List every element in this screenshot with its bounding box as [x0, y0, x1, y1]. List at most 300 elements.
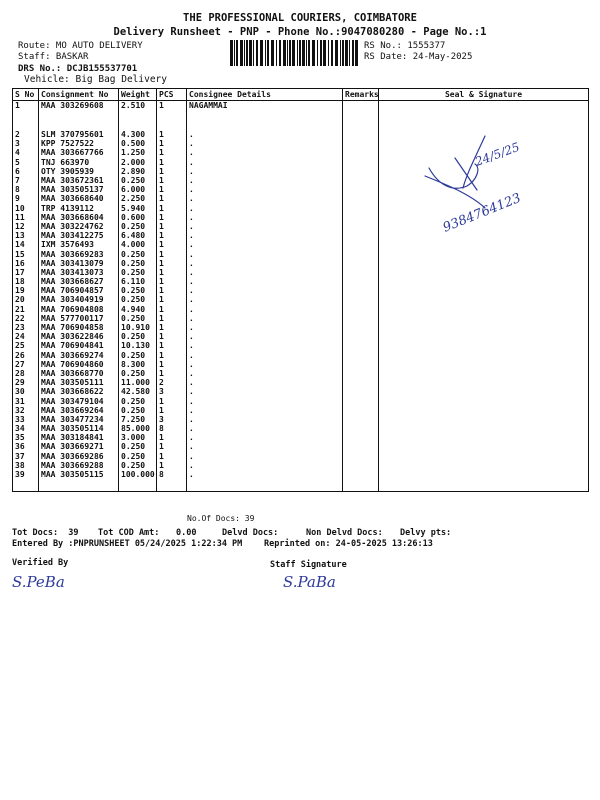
cell-sno: 37	[13, 452, 39, 461]
table-row	[13, 351, 589, 360]
cell-remarks	[343, 369, 379, 378]
barcode-bar	[249, 40, 252, 66]
cell-remarks	[343, 295, 379, 304]
cell-sno: 38	[13, 461, 39, 470]
cell-signature	[379, 387, 589, 396]
cell-weight: 100.000	[119, 470, 157, 479]
barcode-bar	[306, 40, 307, 66]
cell-sno: 12	[13, 222, 39, 231]
cell-weight: 4.940	[119, 305, 157, 314]
barcode-bar	[236, 40, 238, 66]
cell-weight: 0.250	[119, 295, 157, 304]
cell-consignment: MAA 303622846	[39, 332, 119, 341]
barcode-bar	[320, 40, 322, 66]
cell-pcs: 1	[157, 360, 187, 369]
cell-weight: 10.130	[119, 341, 157, 350]
cell-sno: 30	[13, 387, 39, 396]
staff-signature: S.PaBa	[283, 573, 336, 591]
cell-remarks	[343, 101, 379, 131]
cell-sno: 16	[13, 259, 39, 268]
cell-consignment: MAA 706904808	[39, 305, 119, 314]
cell-consignee: .	[187, 396, 343, 405]
cell-consignee: .	[187, 185, 343, 194]
cell-weight: 0.250	[119, 259, 157, 268]
cell-consignment: MAA 303672361	[39, 176, 119, 185]
cell-signature	[379, 332, 589, 341]
cell-sno: 8	[13, 185, 39, 194]
cell-consignment: MAA 303668770	[39, 369, 119, 378]
col-pcs: PCS	[157, 89, 187, 101]
cell-weight: 2.250	[119, 194, 157, 203]
cell-signature	[379, 341, 589, 350]
cell-consignment: MAA 303477234	[39, 415, 119, 424]
cell-remarks	[343, 433, 379, 442]
cell-consignee: .	[187, 332, 343, 341]
cell-consignment: MAA 303668622	[39, 387, 119, 396]
table-cell	[157, 479, 187, 492]
cell-consignee: .	[187, 259, 343, 268]
cell-consignee: .	[187, 240, 343, 249]
vehicle-label: Vehicle: Big Bag Delivery	[24, 74, 167, 85]
cell-weight: 4.300	[119, 130, 157, 139]
cell-remarks	[343, 148, 379, 157]
cell-consignee: .	[187, 130, 343, 139]
col-seal-signature: Seal & Signature	[379, 89, 589, 101]
col-weight: Weight	[119, 89, 157, 101]
cell-sno: 1	[13, 101, 39, 131]
table-row	[13, 341, 589, 350]
cell-sno: 31	[13, 396, 39, 405]
cell-sno: 2	[13, 130, 39, 139]
barcode-bar	[302, 40, 305, 66]
cell-weight: 6.000	[119, 185, 157, 194]
cell-signature	[379, 360, 589, 369]
cell-pcs: 3	[157, 387, 187, 396]
cell-signature	[379, 396, 589, 405]
route-label: Route: MO AUTO DELIVERY	[18, 41, 143, 51]
cell-consignment: MAA 303224762	[39, 222, 119, 231]
table-row	[13, 360, 589, 369]
cell-consignment: KPP 7527522	[39, 139, 119, 148]
cell-remarks	[343, 387, 379, 396]
col-remarks: Remarks	[343, 89, 379, 101]
barcode-bar	[352, 40, 354, 66]
cell-weight: 0.250	[119, 442, 157, 451]
cell-weight: 11.000	[119, 378, 157, 387]
cell-consignee: .	[187, 231, 343, 240]
reprinted-on: Reprinted on: 24-05-2025 13:26:13	[264, 539, 433, 549]
cell-consignee: .	[187, 424, 343, 433]
barcode-bar	[292, 40, 295, 66]
cell-remarks	[343, 130, 379, 139]
cell-weight: 85.000	[119, 424, 157, 433]
cell-signature	[379, 295, 589, 304]
cell-signature	[379, 323, 589, 332]
cell-pcs: 1	[157, 259, 187, 268]
cell-pcs: 1	[157, 286, 187, 295]
cell-pcs: 1	[157, 369, 187, 378]
cell-sno: 4	[13, 148, 39, 157]
document-title: THE PROFESSIONAL COURIERS, COIMBATORE	[183, 12, 417, 24]
cell-sno: 14	[13, 240, 39, 249]
cell-consignee: .	[187, 461, 343, 470]
verified-signature: S.PeBa	[12, 573, 65, 591]
table-row	[13, 433, 589, 442]
cell-sno: 28	[13, 369, 39, 378]
cell-sno: 3	[13, 139, 39, 148]
cell-pcs: 1	[157, 461, 187, 470]
non-delvd-docs: Non Delvd Docs:	[306, 528, 383, 538]
cell-remarks	[343, 259, 379, 268]
cell-consignee: .	[187, 167, 343, 176]
cell-sno: 9	[13, 194, 39, 203]
cell-remarks	[343, 360, 379, 369]
cell-consignee: .	[187, 452, 343, 461]
cell-consignment: MAA 303505114	[39, 424, 119, 433]
barcode-bar	[265, 40, 266, 66]
cell-pcs: 1	[157, 277, 187, 286]
cell-consignment: TRP 4139112	[39, 204, 119, 213]
cell-sno: 26	[13, 351, 39, 360]
cell-remarks	[343, 268, 379, 277]
cell-consignee: .	[187, 470, 343, 479]
barcode-bar	[331, 40, 333, 66]
barcode-bar	[253, 40, 254, 66]
cell-pcs: 1	[157, 452, 187, 461]
cell-consignment: MAA 303668627	[39, 277, 119, 286]
cell-weight: 5.940	[119, 204, 157, 213]
cell-consignee: .	[187, 268, 343, 277]
cell-remarks	[343, 323, 379, 332]
barcode-bar	[230, 40, 233, 66]
table-cell	[379, 479, 589, 492]
table-row	[13, 240, 589, 249]
barcode-bar	[267, 40, 269, 66]
barcode-bar	[349, 40, 350, 66]
entered-by: Entered By :PNPRUNSHEET 05/24/2025 1:22:34 PM	[12, 539, 243, 549]
cell-sno: 17	[13, 268, 39, 277]
barcode-bar	[355, 40, 358, 66]
staff-signature-label: Staff Signature	[270, 560, 347, 570]
table-row	[13, 332, 589, 341]
table-row	[13, 442, 589, 451]
barcode-bar	[260, 40, 263, 66]
cell-signature	[379, 249, 589, 258]
barcode-bar	[299, 40, 301, 66]
cell-signature	[379, 369, 589, 378]
table-row	[13, 470, 589, 479]
cell-remarks	[343, 424, 379, 433]
cell-sno: 23	[13, 323, 39, 332]
cell-pcs: 1	[157, 158, 187, 167]
seal-signature-icon	[415, 128, 565, 238]
table-row	[13, 479, 589, 492]
cell-sno: 18	[13, 277, 39, 286]
cell-pcs: 1	[157, 332, 187, 341]
cell-remarks	[343, 314, 379, 323]
cell-remarks	[343, 396, 379, 405]
cell-pcs: 8	[157, 470, 187, 479]
barcode-bar	[287, 40, 288, 66]
cell-consignee: .	[187, 351, 343, 360]
cell-sno: 15	[13, 249, 39, 258]
cell-consignment: TNJ 663970	[39, 158, 119, 167]
cell-consignment: IXM 3576493	[39, 240, 119, 249]
cell-pcs: 1	[157, 268, 187, 277]
cell-remarks	[343, 452, 379, 461]
cell-signature	[379, 424, 589, 433]
col-consignment: Consignment No	[39, 89, 119, 101]
staff-label: Staff: BASKAR	[18, 52, 89, 62]
cell-consignee: .	[187, 305, 343, 314]
drs-number: DRS No.: DCJB155537701	[18, 64, 138, 74]
cell-remarks	[343, 351, 379, 360]
table-cell	[187, 479, 343, 492]
barcode-bar	[328, 40, 329, 66]
tot-docs: Tot Docs: 39	[12, 528, 79, 538]
barcode-bar	[317, 40, 318, 66]
cell-weight: 0.250	[119, 396, 157, 405]
cell-signature	[379, 452, 589, 461]
cell-remarks	[343, 332, 379, 341]
cell-consignee: .	[187, 277, 343, 286]
cell-remarks	[343, 406, 379, 415]
cell-sno: 6	[13, 167, 39, 176]
delvy-pts: Delvy pts:	[400, 528, 452, 538]
barcode-bar	[276, 40, 277, 66]
cell-sno: 39	[13, 470, 39, 479]
cell-remarks	[343, 378, 379, 387]
cell-consignee: .	[187, 323, 343, 332]
cell-consignment: MAA 303404919	[39, 295, 119, 304]
cell-remarks	[343, 204, 379, 213]
cell-pcs: 1	[157, 222, 187, 231]
cell-remarks	[343, 415, 379, 424]
barcode-bar	[297, 40, 298, 66]
cell-remarks	[343, 442, 379, 451]
tot-cod-label: Tot COD Amt:	[98, 528, 160, 538]
no-of-docs: No.Of Docs: 39	[187, 514, 255, 523]
barcode-bar	[271, 40, 274, 66]
barcode-bar	[234, 40, 235, 66]
cell-sno: 27	[13, 360, 39, 369]
cell-pcs: 1	[157, 396, 187, 405]
cell-consignee: .	[187, 295, 343, 304]
table-row	[13, 101, 589, 131]
cell-weight: 2.890	[119, 167, 157, 176]
table-row	[13, 369, 589, 378]
cell-weight: 10.910	[119, 323, 157, 332]
cell-weight: 6.110	[119, 277, 157, 286]
cell-consignment: MAA 303669274	[39, 351, 119, 360]
table-cell	[13, 479, 39, 492]
cell-consignee: .	[187, 213, 343, 222]
cell-consignee: .	[187, 222, 343, 231]
cell-pcs: 1	[157, 240, 187, 249]
cell-consignee: .	[187, 360, 343, 369]
table-cell	[39, 479, 119, 492]
barcode-icon	[230, 40, 358, 66]
cell-weight: 7.250	[119, 415, 157, 424]
cell-signature	[379, 305, 589, 314]
cell-pcs: 1	[157, 213, 187, 222]
cell-weight: 0.250	[119, 461, 157, 470]
cell-consignment: MAA 303412275	[39, 231, 119, 240]
cell-sno: 20	[13, 295, 39, 304]
cell-pcs: 1	[157, 433, 187, 442]
cell-consignment: MAA 303668604	[39, 213, 119, 222]
table-row	[13, 295, 589, 304]
cell-consignee: .	[187, 286, 343, 295]
cell-consignment: SLM 370795601	[39, 130, 119, 139]
cell-pcs: 1	[157, 130, 187, 139]
cell-weight: 0.250	[119, 314, 157, 323]
cell-remarks	[343, 277, 379, 286]
cell-consignment: MAA 577700117	[39, 314, 119, 323]
table-row	[13, 259, 589, 268]
cell-consignment: MAA 303669264	[39, 406, 119, 415]
cell-consignment: MAA 303479104	[39, 396, 119, 405]
barcode-bar	[246, 40, 248, 66]
cell-weight: 8.300	[119, 360, 157, 369]
cell-consignment: MAA 303269608	[39, 101, 119, 131]
cell-weight: 2.000	[119, 158, 157, 167]
cell-sno: 34	[13, 424, 39, 433]
cell-pcs: 1	[157, 101, 187, 131]
cell-pcs: 1	[157, 323, 187, 332]
cell-consignment: MAA 303667766	[39, 148, 119, 157]
tot-cod-value: 0.00	[176, 528, 197, 538]
cell-pcs: 1	[157, 139, 187, 148]
cell-signature	[379, 433, 589, 442]
table-row	[13, 452, 589, 461]
barcode-bar	[340, 40, 341, 66]
cell-weight: 6.480	[119, 231, 157, 240]
cell-weight: 0.500	[119, 139, 157, 148]
table-row	[13, 406, 589, 415]
col-consignee: Consignee Details	[187, 89, 343, 101]
cell-consignee: .	[187, 249, 343, 258]
cell-pcs: 3	[157, 415, 187, 424]
cell-consignment: OTY 3905939	[39, 167, 119, 176]
cell-weight: 0.250	[119, 369, 157, 378]
cell-remarks	[343, 213, 379, 222]
cell-pcs: 1	[157, 295, 187, 304]
cell-pcs: 2	[157, 378, 187, 387]
col-sno: S No	[13, 89, 39, 101]
delvd-docs: Delvd Docs:	[222, 528, 279, 538]
cell-pcs: 1	[157, 194, 187, 203]
barcode-bar	[240, 40, 243, 66]
barcode-bar	[335, 40, 338, 66]
cell-weight: 0.250	[119, 176, 157, 185]
cell-consignee: .	[187, 415, 343, 424]
cell-consignment: MAA 706904841	[39, 341, 119, 350]
cell-remarks	[343, 461, 379, 470]
cell-remarks	[343, 249, 379, 258]
cell-consignee: .	[187, 204, 343, 213]
barcode-bar	[345, 40, 348, 66]
cell-consignment: MAA 303669288	[39, 461, 119, 470]
cell-consignment: MAA 303413079	[39, 259, 119, 268]
cell-consignee: NAGAMMAI	[187, 101, 343, 131]
cell-consignee: .	[187, 378, 343, 387]
cell-pcs: 1	[157, 148, 187, 157]
cell-signature	[379, 240, 589, 249]
cell-remarks	[343, 194, 379, 203]
cell-consignee: .	[187, 433, 343, 442]
cell-weight: 1.250	[119, 148, 157, 157]
cell-weight: 2.510	[119, 101, 157, 131]
table-row	[13, 323, 589, 332]
table-cell	[119, 479, 157, 492]
cell-pcs: 8	[157, 424, 187, 433]
table-row	[13, 461, 589, 470]
cell-pcs: 1	[157, 249, 187, 258]
cell-signature	[379, 461, 589, 470]
table-cell	[343, 479, 379, 492]
cell-signature	[379, 351, 589, 360]
cell-sno: 32	[13, 406, 39, 415]
cell-weight: 0.250	[119, 249, 157, 258]
barcode-bar	[283, 40, 286, 66]
cell-consignee: .	[187, 139, 343, 148]
cell-sno: 10	[13, 204, 39, 213]
cell-remarks	[343, 139, 379, 148]
cell-remarks	[343, 185, 379, 194]
barcode-bar	[342, 40, 344, 66]
barcode-bar	[279, 40, 281, 66]
cell-consignment: MAA 303413073	[39, 268, 119, 277]
handwritten-phone: 9384764123	[440, 190, 524, 236]
cell-weight: 0.250	[119, 268, 157, 277]
cell-remarks	[343, 470, 379, 479]
cell-signature	[379, 378, 589, 387]
barcode-bar	[312, 40, 315, 66]
cell-sno: 21	[13, 305, 39, 314]
cell-signature	[379, 406, 589, 415]
cell-signature	[379, 259, 589, 268]
cell-sno: 36	[13, 442, 39, 451]
cell-sno: 13	[13, 231, 39, 240]
cell-pcs: 1	[157, 341, 187, 350]
cell-pcs: 1	[157, 314, 187, 323]
table-row	[13, 305, 589, 314]
cell-consignment: MAA 303668640	[39, 194, 119, 203]
cell-sno: 5	[13, 158, 39, 167]
handwritten-date: 24/5/25	[473, 139, 522, 169]
cell-consignment: MAA 706904857	[39, 286, 119, 295]
cell-consignment: MAA 303669271	[39, 442, 119, 451]
cell-signature	[379, 314, 589, 323]
cell-consignment: MAA 303505111	[39, 378, 119, 387]
cell-sno: 33	[13, 415, 39, 424]
cell-signature	[379, 415, 589, 424]
cell-consignee: .	[187, 442, 343, 451]
cell-consignee: .	[187, 369, 343, 378]
cell-signature	[379, 101, 589, 131]
table-row	[13, 277, 589, 286]
cell-signature	[379, 277, 589, 286]
cell-pcs: 1	[157, 442, 187, 451]
cell-weight: 0.250	[119, 351, 157, 360]
cell-consignment: MAA 303505115	[39, 470, 119, 479]
cell-pcs: 1	[157, 231, 187, 240]
cell-remarks	[343, 167, 379, 176]
cell-remarks	[343, 341, 379, 350]
barcode-bar	[244, 40, 245, 66]
cell-consignment: MAA 303669286	[39, 452, 119, 461]
